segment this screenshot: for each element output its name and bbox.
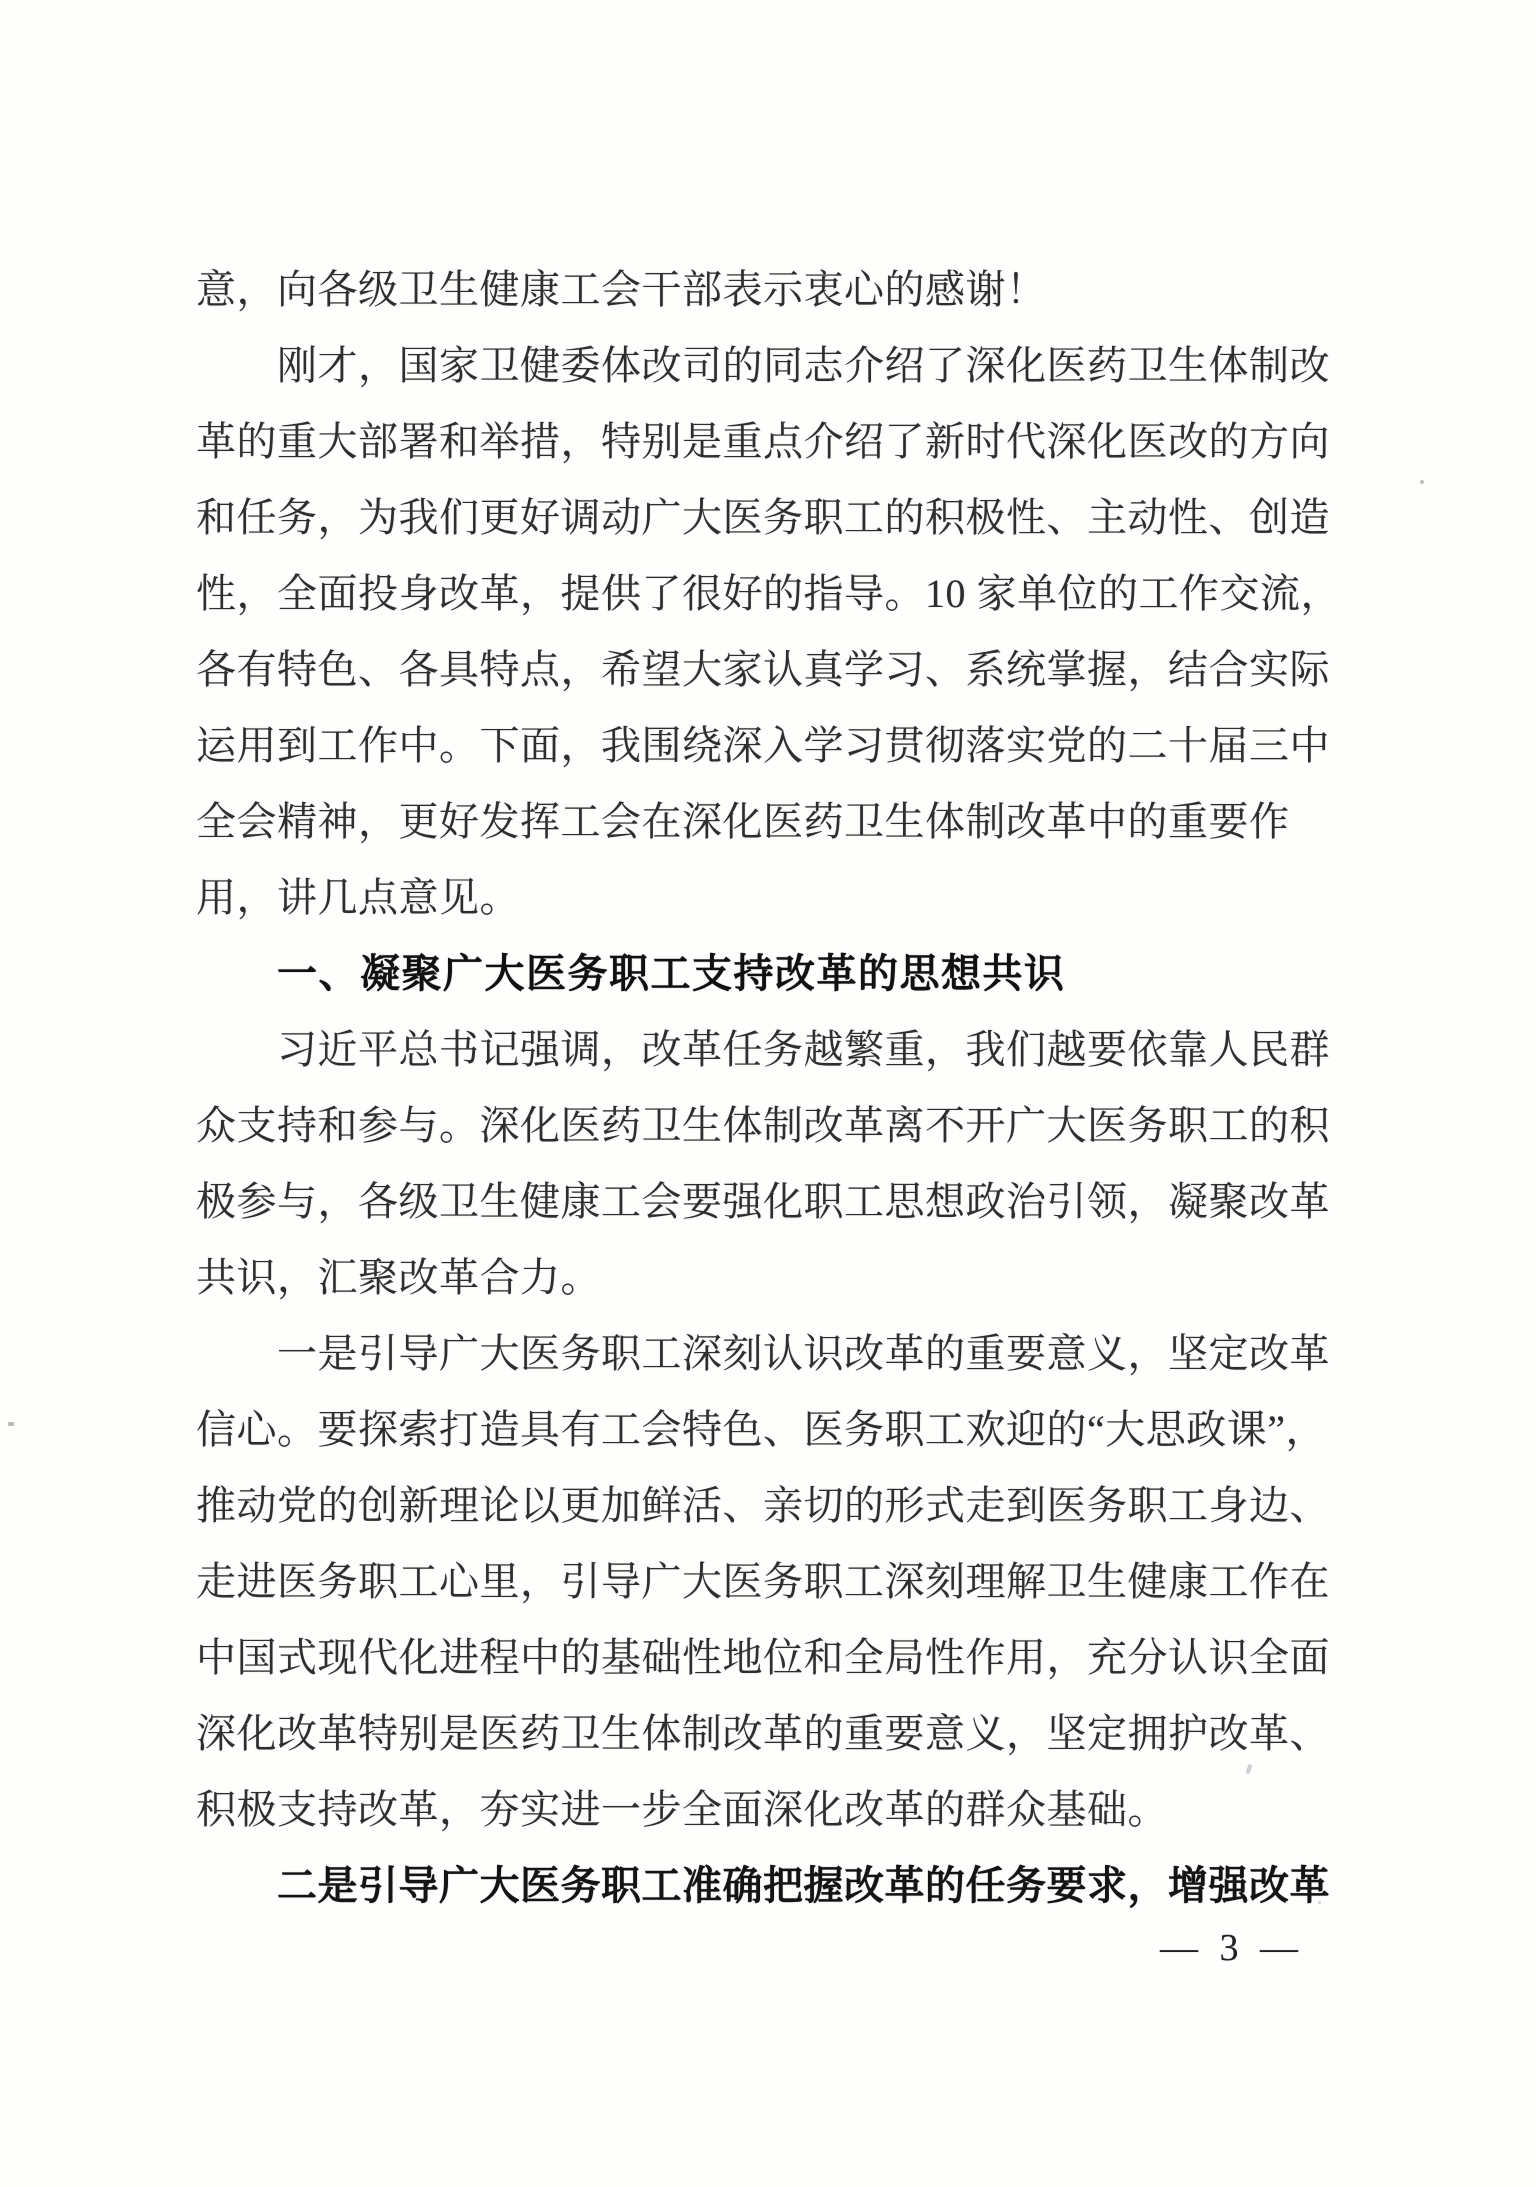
section-heading: 一、凝聚广大医务职工支持改革的思想共识 xyxy=(277,952,1066,996)
text-line: 推动党的创新理论以更加鲜活、亲切的形式走到医务职工身边、 xyxy=(196,1483,1330,1528)
text-line: 各有特色、各具特点，希望大家认真学习、系统掌握，结合实际 xyxy=(196,647,1330,692)
text-line: 众支持和参与。深化医药卫生体制改革离不开广大医务职工的积 xyxy=(196,1103,1330,1148)
text-line: 中国式现代化进程中的基础性地位和全局性作用，充分认识全面 xyxy=(196,1635,1330,1680)
document-body xyxy=(196,252,1386,1924)
scan-speck xyxy=(1420,480,1424,484)
text-line: 走进医务职工心里，引导广大医务职工深刻理解卫生健康工作在 xyxy=(196,1559,1330,1604)
text-line: 习近平总书记强调，改革任务越繁重，我们越要依靠人民群 xyxy=(277,1027,1330,1072)
scan-speck xyxy=(1318,1901,1321,1904)
text-line: 极参与，各级卫生健康工会要强化职工思想政治引领，凝聚改革 xyxy=(196,1179,1330,1224)
text-line: 深化改革特别是医药卫生体制改革的重要意义，坚定拥护改革、 xyxy=(196,1711,1330,1756)
text-line: 共识，汇聚改革合力。 xyxy=(196,1255,601,1300)
page-number: — 3 — xyxy=(1160,1927,1304,1969)
scan-speck xyxy=(8,1422,14,1426)
text-line: 用，讲几点意见。 xyxy=(196,875,520,920)
text-line: 信心。要探索打造具有工会特色、医务职工欢迎的“大思政课”， xyxy=(196,1407,1327,1452)
text-line: 积极支持改革，夯实进一步全面深化改革的群众基础。 xyxy=(196,1787,1168,1832)
text-line: 刚才，国家卫健委体改司的同志介绍了深化医药卫生体制改 xyxy=(277,343,1330,388)
text-line: 性，全面投身改革，提供了很好的指导。10 家单位的工作交流， xyxy=(196,571,1341,616)
text-line: 意，向各级卫生健康工会干部表示衷心的感谢！ xyxy=(196,267,1047,312)
text-line: 和任务，为我们更好调动广大医务职工的积极性、主动性、创造 xyxy=(196,495,1330,540)
text-line: 全会精神，更好发挥工会在深化医药卫生体制改革中的重要作 xyxy=(196,799,1290,844)
text-line: 一是引导广大医务职工深刻认识改革的重要意义，坚定改革 xyxy=(277,1331,1330,1376)
text-line: 运用到工作中。下面，我围绕深入学习贯彻落实党的二十届三中 xyxy=(196,723,1330,768)
text-line: 二是引导广大医务职工准确把握改革的任务要求，增强改革 xyxy=(277,1863,1330,1908)
text-line: 革的重大部署和举措，特别是重点介绍了新时代深化医改的方向 xyxy=(196,419,1330,464)
